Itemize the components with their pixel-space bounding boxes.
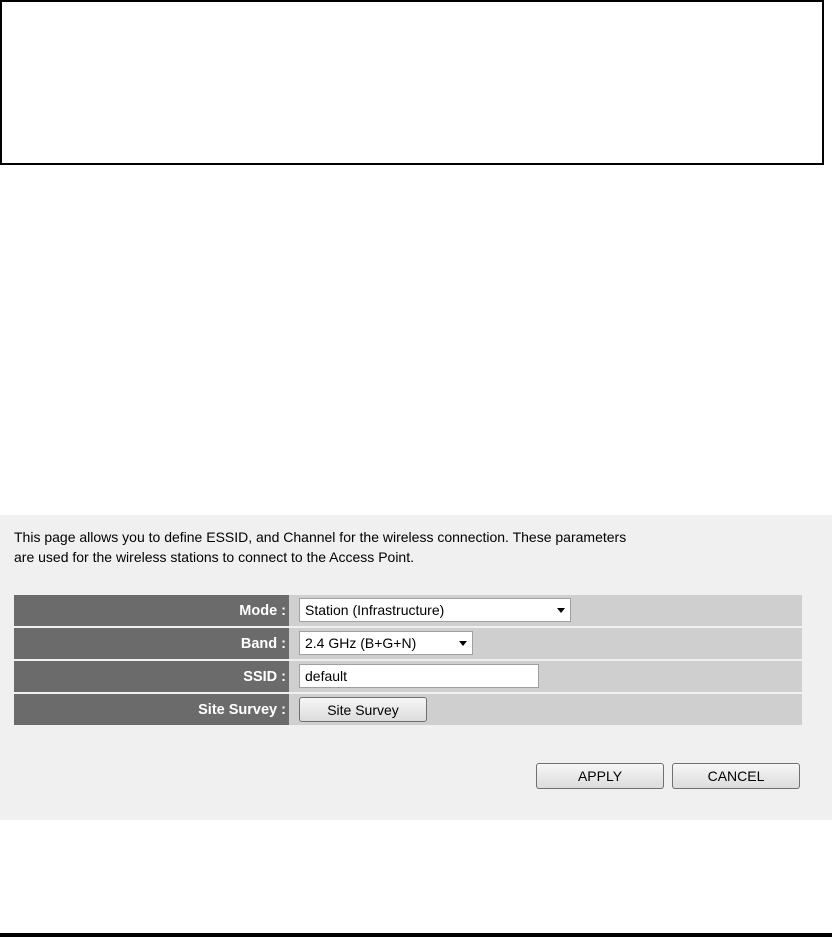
- band-select[interactable]: [299, 631, 473, 655]
- cancel-button[interactable]: CANCEL: [672, 763, 800, 789]
- site-survey-label: [14, 694, 289, 725]
- band-label: [14, 628, 289, 659]
- mode-select-value: Station (Infrastructure): [305, 602, 445, 618]
- ssid-label-text: SSID :: [243, 669, 286, 685]
- site-survey-row: [14, 694, 802, 725]
- site-survey-button[interactable]: Site Survey: [299, 697, 427, 722]
- ssid-input-value: default: [305, 668, 348, 684]
- band-label-text: Band :: [241, 636, 286, 652]
- wireless-form: [14, 595, 802, 727]
- site-survey-label-text: Site Survey :: [198, 702, 286, 718]
- band-select-value: 2.4 GHz (B+G+N): [305, 635, 417, 651]
- description-line-1: This page allows you to define ESSID, and Channel for the wireless connection. These parameters: [14, 529, 627, 545]
- mode-select[interactable]: [299, 598, 571, 622]
- description-line-2: are used for the wireless stations to connect to the Access Point.: [14, 549, 414, 565]
- mode-label: [14, 595, 289, 626]
- ssid-label: [14, 661, 289, 692]
- band-row: [14, 628, 802, 659]
- mode-label-text: Mode :: [239, 603, 286, 619]
- chevron-down-icon: [557, 608, 565, 613]
- empty-frame: [0, 0, 824, 165]
- wireless-settings-panel: [0, 515, 832, 820]
- ssid-input[interactable]: [299, 664, 539, 688]
- page-description: [14, 527, 814, 567]
- ssid-row: [14, 661, 802, 692]
- chevron-down-icon: [459, 641, 467, 646]
- mode-row: [14, 595, 802, 626]
- bottom-divider: [0, 933, 832, 937]
- apply-button[interactable]: APPLY: [536, 763, 664, 789]
